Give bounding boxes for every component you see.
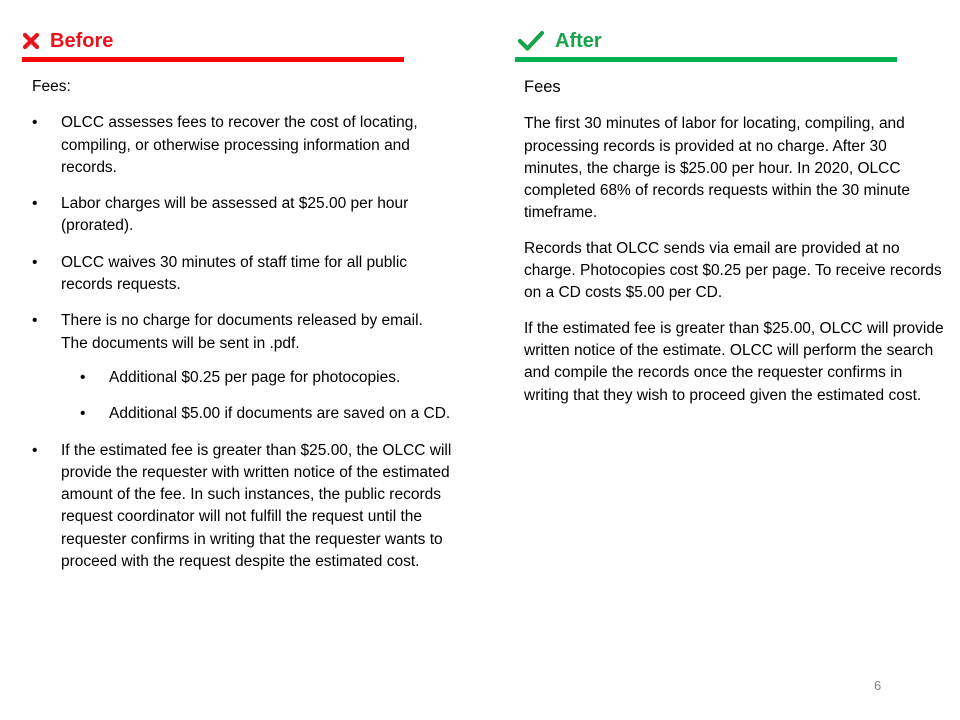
after-paragraph: The first 30 minutes of labor for locating, compiling, and processing records is provided at no charge. After 30 minutes, the charge is $25.00 per hour. In 2020, OLCC completed 68% of records requests within the 30 minute timeframe. [524, 115, 910, 222]
list-item [32, 310, 452, 425]
list-item [32, 193, 452, 238]
sub-list-item [61, 367, 452, 389]
after-heading-rule [515, 57, 897, 62]
bullet-text: OLCC assesses fees to recover the cost of locating, compiling, or otherwise processing information and records. [61, 114, 418, 176]
bullet-text: There is no charge for documents released by email. The documents will be sent in .pdf. [61, 312, 423, 352]
after-body [524, 76, 944, 420]
before-sub-bullet-list [61, 367, 452, 426]
bullet-text: OLCC waives 30 minutes of staff time for all public records requests. [61, 253, 408, 294]
list-item [32, 440, 452, 574]
after-paragraph: If the estimated fee is greater than $25.00, OLCC will provide written notice of the estimate. OLCC will perform the search and compile the records once the requester confirms in writing that they wish to proceed given the estimated cost. [524, 319, 944, 404]
after-title: Fees [524, 78, 561, 96]
sub-bullet-text: Additional $5.00 if documents are saved on a CD. [109, 405, 451, 423]
page-number: 6 [874, 678, 882, 693]
before-heading-label: Before [50, 29, 114, 52]
before-title: Fees: [32, 78, 71, 95]
before-body [32, 76, 452, 587]
x-mark-icon [22, 32, 40, 50]
before-heading [22, 27, 113, 55]
sub-bullet-text: Additional $0.25 per page for photocopies. [109, 368, 401, 386]
list-item [32, 112, 452, 179]
before-heading-rule [22, 57, 404, 62]
checkmark-icon [517, 30, 545, 52]
before-bullet-list [32, 112, 452, 573]
sub-list-item [61, 403, 452, 425]
after-heading [517, 27, 602, 55]
list-item [32, 252, 452, 297]
bullet-text: Labor charges will be assessed at $25.00 per hour (prorated). [61, 195, 409, 235]
bullet-text: If the estimated fee is greater than $25.00, the OLCC will provide the requester with written notice of the estimated amount of the fee. In such instances, the public records request coordinator will not fulfill the request until the requester confirms in writing that the requester wants to proceed with the request despite the estimated cost. [61, 441, 452, 571]
after-heading-label: After [555, 29, 602, 52]
after-paragraph: Records that OLCC sends via email are provided at no charge. Photocopies cost $0.25 per page. To receive records on a CD costs $5.00 per CD. [524, 239, 942, 302]
